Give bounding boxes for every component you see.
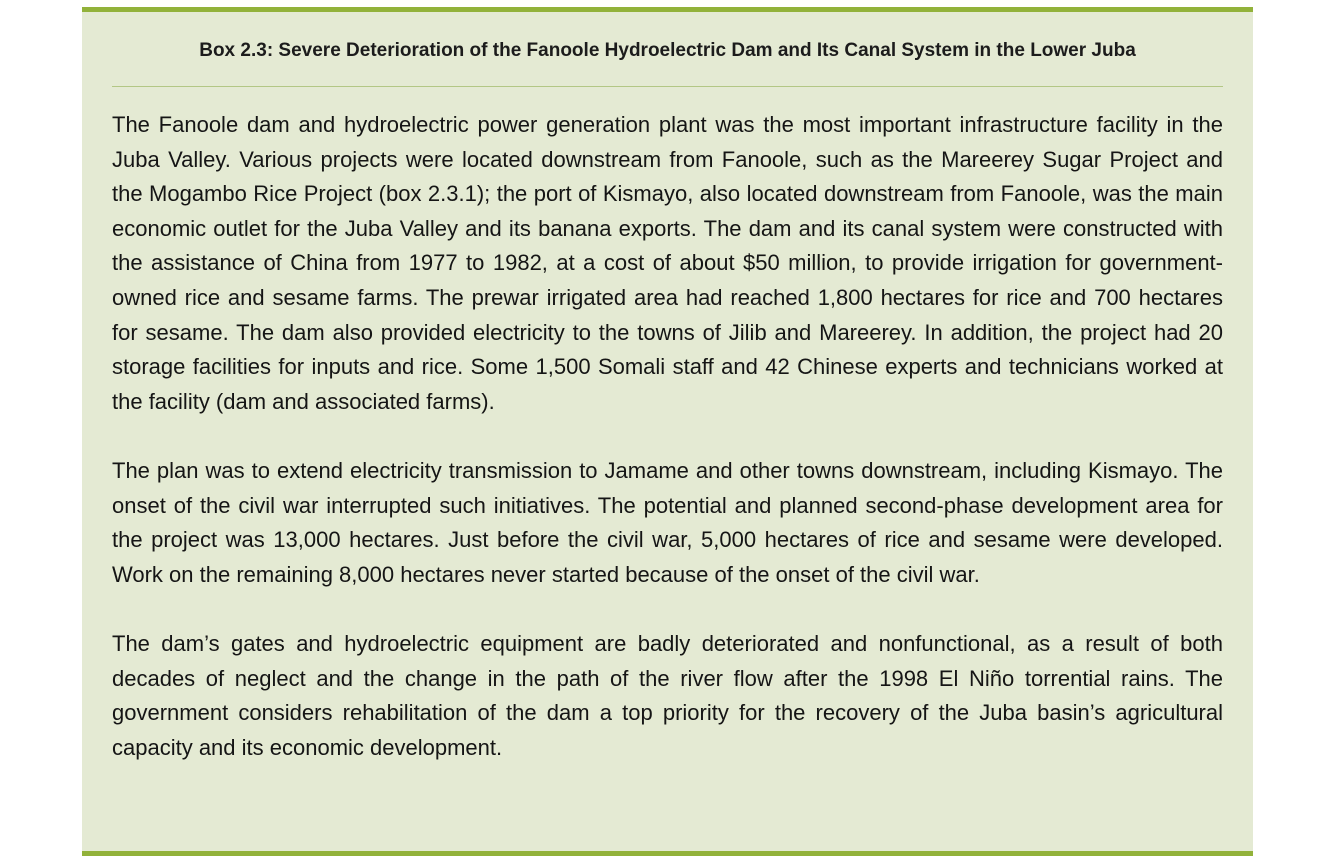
title-divider [112, 86, 1223, 87]
paragraph-3: The dam’s gates and hydroelectric equipment are badly deteriorated and nonfunctional, as a result of both decades of neglect and the change in the path of the river flow after the 1998 El Niño torrential rains. The government considers rehabilitation of the dam a top priority for the recovery of the Juba basin’s agricultural capacity and its economic development. [112, 630, 1223, 760]
paragraph-1: The Fanoole dam and hydroelectric power generation plant was the most important infrastructure facility in the Juba Valley. Various projects were located downstream from Fanoole, such as the Mareerey Sugar Project and the Mogambo Rice Project (box 2.3.1); the port of Kismayo, also located downstream from Fanoole, was the main economic outlet for the Juba Valley and its banana exports. The dam and its canal system were constructed with the assistance of China from 1977 to 1982, at a cost of about $50 million, to provide irrigation for government-owned rice and sesame farms. The prewar irrigated area had reached 1,800 hectares for rice and 700 hectares for sesame. The dam also provided electricity to the towns of Jilib and Mareerey. In addition, the project had 20 storage facilities for inputs and rice. Some 1,500 Somali staff and 42 Chinese experts and technicians worked at the facility (dam and associated farms). [112, 112, 1223, 414]
text-box [82, 7, 1253, 856]
box-title: Box 2.3: Severe Deterioration of the Fanoole Hydroelectric Dam and Its Canal System in the Lower Juba [199, 40, 1136, 61]
box-body [112, 108, 1223, 765]
paragraph-2: The plan was to extend electricity transmission to Jamame and other towns downstream, including Kismayo. The onset of the civil war interrupted such initiatives. The potential and planned second-phase development area for the project was 13,000 hectares. Just before the civil war, 5,000 hectares of rice and sesame were developed. Work on the remaining 8,000 hectares never started because of the onset of the civil war. [112, 457, 1223, 587]
